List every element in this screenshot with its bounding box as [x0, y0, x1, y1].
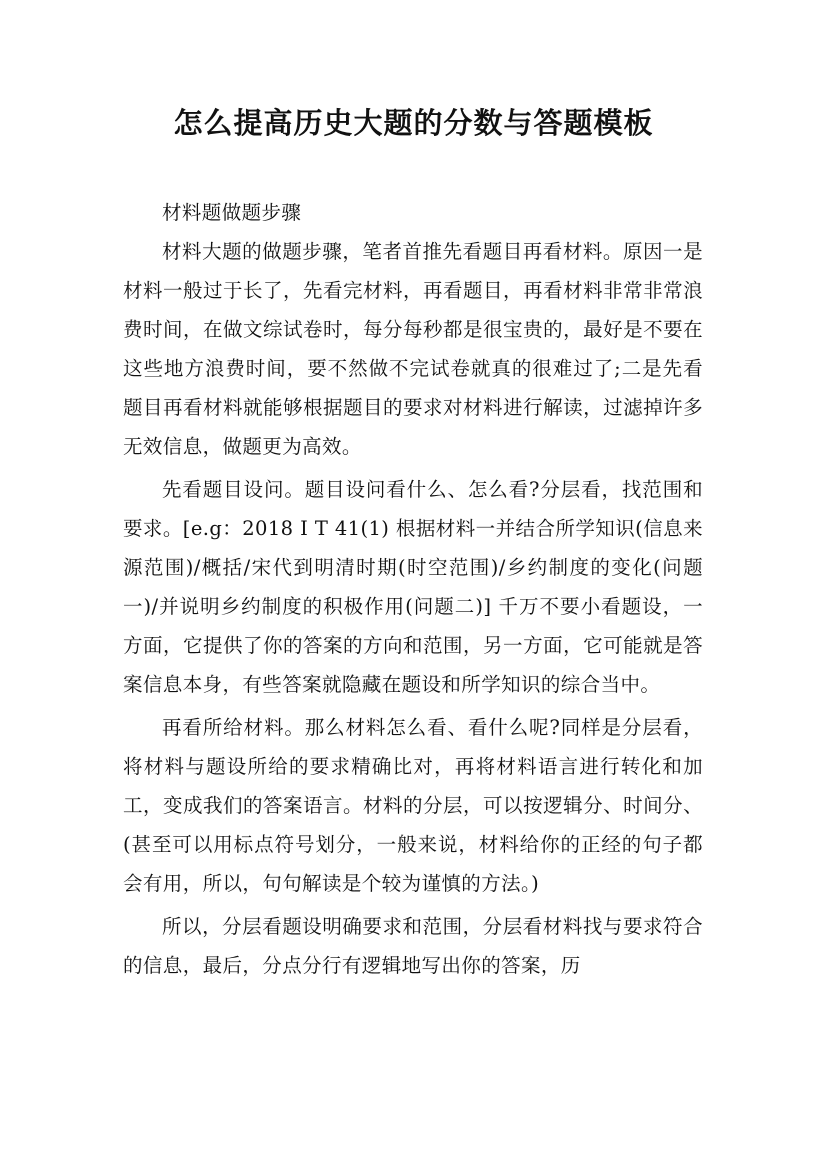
paragraph-2: 先看题目设问。题目设问看什么、怎么看?分层看，找范围和要求。[e.g：2018 I T 41(1) 根据材料一并结合所学知识(信息来源范围)/概括/宋代到明清时期(时空范围)/乡约制度的变化(问题一)/并说明乡约制度的积极作用(问题二)] 千万不要小看题设，一方面，它提供了你的答案的方向和范围，另一方面，它可能就是答案信息本身，有些答案就隐藏在题设和所学知识的综合当中。: [123, 478, 703, 696]
paragraph-1: 材料大题的做题步骤，笔者首推先看题目再看材料。原因一是材料一般过于长了，先看完材料，再看题目，再看材料非常非常浪费时间，在做文综试卷时，每分每秒都是很宝贵的，最好是不要在这些地方浪费时间，要不然做不完试卷就真的很难过了;二是先看题目再看材料就能够根据题目的要求对材料进行解读，过滤掉许多无效信息，做题更为高效。: [123, 240, 703, 458]
paragraph-4: 所以，分层看题设明确要求和范围，分层看材料找与要求符合的信息，最后，分点分行有逻辑地写出你的答案，历: [123, 915, 703, 977]
section-heading: 材料题做题步骤: [162, 201, 302, 224]
paragraph-3: 再看所给材料。那么材料怎么看、看什么呢?同样是分层看，将材料与题设所给的要求精确比对，再将材料语言进行转化和加工，变成我们的答案语言。材料的分层，可以按逻辑分、时间分、(甚至可以用标点符号划分，一般来说，材料给你的正经的句子都会有用，所以，句句解读是个较为谨慎的方法。): [123, 716, 703, 895]
document-body: [123, 193, 703, 985]
document-title: 怎么提高历史大题的分数与答题模板: [173, 106, 654, 140]
